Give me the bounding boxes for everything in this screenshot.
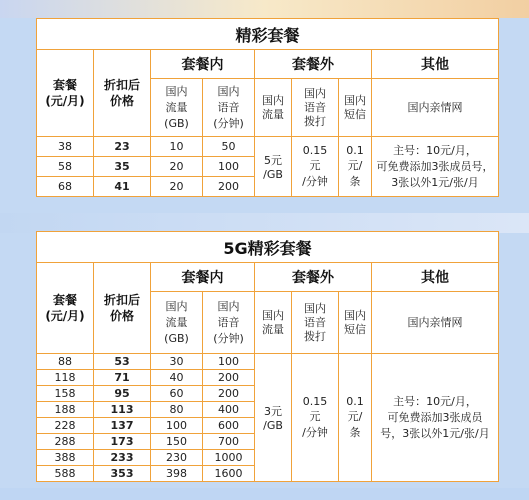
cell-plan: 118 xyxy=(37,370,94,386)
header-extra-data: 国内 流量 xyxy=(255,292,292,354)
cell-plan: 388 xyxy=(37,450,94,466)
table-title: 5G精彩套餐 xyxy=(37,232,499,263)
cell-price: 113 xyxy=(94,402,151,418)
cell-voice: 50 xyxy=(203,137,255,157)
table-title: 精彩套餐 xyxy=(37,19,499,50)
cell-data: 230 xyxy=(151,450,203,466)
header-plan: 套餐 (元/月) xyxy=(37,50,94,137)
cell-plan: 288 xyxy=(37,434,94,450)
cell-voice: 200 xyxy=(203,386,255,402)
cell-price: 71 xyxy=(94,370,151,386)
header-family-network: 国内亲情网 xyxy=(372,79,499,137)
plan-table-standard xyxy=(36,18,499,197)
rate-extra-voice: 0.15 元 /分钟 xyxy=(292,354,339,482)
header-discount-price: 折扣后 价格 xyxy=(94,263,151,354)
header-family-network: 国内亲情网 xyxy=(372,292,499,354)
cell-data: 100 xyxy=(151,418,203,434)
header-included-data: 国内 流量 (GB) xyxy=(151,79,203,137)
rate-extra-data: 5元 /GB xyxy=(255,137,292,197)
header-group-extra: 套餐外 xyxy=(255,50,372,79)
cell-price: 53 xyxy=(94,354,151,370)
header-included-voice: 国内 语音 (分钟) xyxy=(203,292,255,354)
cell-plan: 588 xyxy=(37,466,94,482)
cell-data: 60 xyxy=(151,386,203,402)
cell-data: 20 xyxy=(151,177,203,197)
middle-separator xyxy=(0,213,529,233)
cell-plan: 68 xyxy=(37,177,94,197)
header-group-included: 套餐内 xyxy=(151,263,255,292)
cell-data: 20 xyxy=(151,157,203,177)
cell-voice: 200 xyxy=(203,177,255,197)
header-included-data: 国内 流量 (GB) xyxy=(151,292,203,354)
cell-data: 30 xyxy=(151,354,203,370)
header-plan: 套餐 (元/月) xyxy=(37,263,94,354)
header-extra-voice: 国内 语音 拨打 xyxy=(292,292,339,354)
family-network-note: 主号：10元/月， 可免费添加3张成员 号，3张以外1元/张/月 xyxy=(372,354,499,482)
cell-plan: 38 xyxy=(37,137,94,157)
cell-voice: 100 xyxy=(203,354,255,370)
cell-plan: 88 xyxy=(37,354,94,370)
header-extra-sms: 国内 短信 xyxy=(339,79,372,137)
cell-voice: 200 xyxy=(203,370,255,386)
cell-price: 35 xyxy=(94,157,151,177)
bottom-strip xyxy=(0,488,529,500)
cell-data: 10 xyxy=(151,137,203,157)
header-group-extra: 套餐外 xyxy=(255,263,372,292)
cell-plan: 228 xyxy=(37,418,94,434)
cell-data: 80 xyxy=(151,402,203,418)
cell-plan: 58 xyxy=(37,157,94,177)
cell-voice: 100 xyxy=(203,157,255,177)
cell-data: 40 xyxy=(151,370,203,386)
header-included-voice: 国内 语音 (分钟) xyxy=(203,79,255,137)
header-extra-sms: 国内 短信 xyxy=(339,292,372,354)
plan-table-5g xyxy=(36,231,499,482)
rate-extra-data: 3元 /GB xyxy=(255,354,292,482)
cell-data: 150 xyxy=(151,434,203,450)
cell-voice: 600 xyxy=(203,418,255,434)
cell-price: 95 xyxy=(94,386,151,402)
header-extra-data: 国内 流量 xyxy=(255,79,292,137)
cell-price: 23 xyxy=(94,137,151,157)
cell-price: 173 xyxy=(94,434,151,450)
rate-extra-sms: 0.1 元/ 条 xyxy=(339,137,372,197)
cell-price: 353 xyxy=(94,466,151,482)
cell-plan: 188 xyxy=(37,402,94,418)
header-group-included: 套餐内 xyxy=(151,50,255,79)
rate-extra-sms: 0.1 元/ 条 xyxy=(339,354,372,482)
header-extra-voice: 国内 语音 拨打 xyxy=(292,79,339,137)
cell-price: 233 xyxy=(94,450,151,466)
header-discount-price: 折扣后 价格 xyxy=(94,50,151,137)
cell-price: 137 xyxy=(94,418,151,434)
family-network-note: 主号：10元/月， 可免费添加3张成员号， 3张以外1元/张/月 xyxy=(372,137,499,197)
header-group-other: 其他 xyxy=(372,263,499,292)
rate-extra-voice: 0.15 元 /分钟 xyxy=(292,137,339,197)
cell-data: 398 xyxy=(151,466,203,482)
top-banner xyxy=(0,0,529,18)
cell-voice: 1600 xyxy=(203,466,255,482)
cell-voice: 1000 xyxy=(203,450,255,466)
cell-price: 41 xyxy=(94,177,151,197)
cell-voice: 700 xyxy=(203,434,255,450)
header-group-other: 其他 xyxy=(372,50,499,79)
cell-voice: 400 xyxy=(203,402,255,418)
cell-plan: 158 xyxy=(37,386,94,402)
